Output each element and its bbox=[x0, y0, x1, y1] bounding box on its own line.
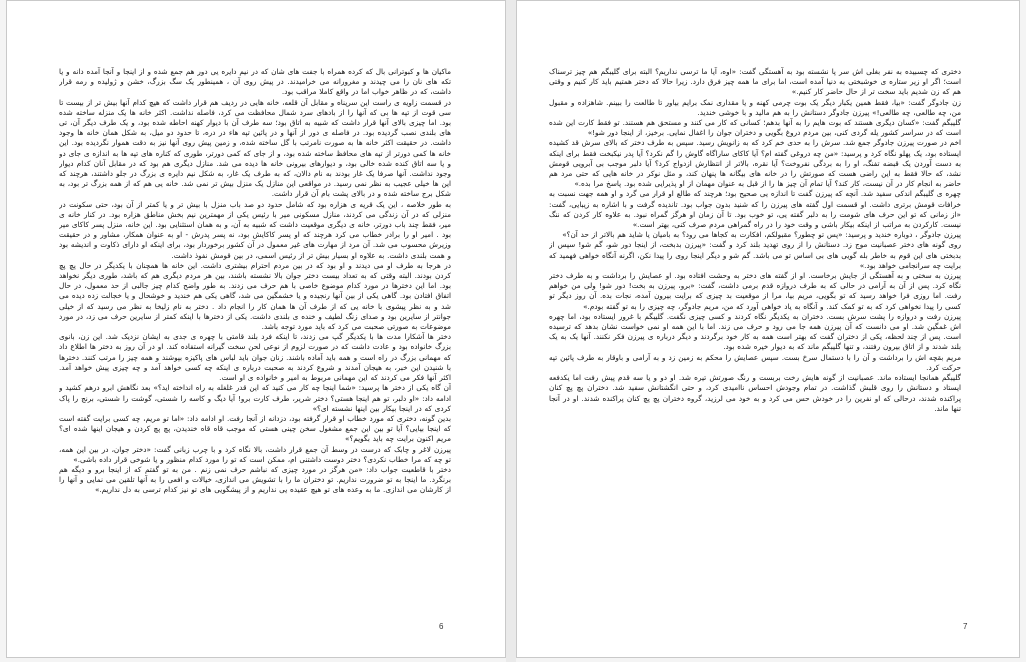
paragraph: پیرزن به سختی و به آهستگی از جایش برخاست. او از گفته های دختر به وحشت افتاده بود. او عصایش را برداشت و به طرف دختر نگاه کرد. پس از آن به آرامی در حالی که به طرف دروازه قدم برمی داشت، گفت: «برو، پیرزن به بخت! دور شو! ولی من خواهم رفت. اما روزی فرا خواهد رسید که تو بگویی، مریم بیا، مرا از موقعیت بد چیزی که برایت بیرون آمده، نجات بده. آن روز دیگر تو کسی را پیدا نخواهی کرد که به تو کمک کند. و آنگاه به یاد خواهی آورد که من، مریم جادوگر، چه چیزی را به تو گفته بودم.» bbox=[549, 271, 961, 311]
paragraph: ماکیان ها و کبوترانی بال که کرده همراه با جفت های شان که در نیم دایره یی دور هم جمع شده و از اینجا و آنجا آمده دانه و یا تکه های نان را می چیدند و مغرورانه می خرامیدند. در پیش روی آن ، همینطور یک سگ بزرگ، خشن و ژولیده و رمه قرار داشت، که در ظاهر خواب اما در واقع کاملا مراقب بود. bbox=[59, 67, 451, 97]
page-text-block bbox=[549, 67, 961, 601]
paragraph: زن جادوگر گفت: «بیا، فقط همین یکبار دیگر یک بوت چرمی کهنه و یا مقداری نمک برایم بیاور تا طالعت را ببینم. شاهزاده و مقبول من، چه طالعی، چه طالعی!» پیرزن جادوگر دستانش را به هم مالید و با خوشی خندید. bbox=[549, 97, 961, 117]
page-number: 6 bbox=[439, 622, 444, 631]
paragraph: آن گاه یکی از دختر ها پرسید: «شما اینجا چه کار می کنید که این قدر غلغله به راه انداخته اید؟» بعد نگاهش ابرو درهم کشید و ادامه داد: «او دلبر، تو هم اینجا هستی؟ دختر شریر، طرف کارت برو! آیا دیگ و کاسه را شستی، گوشت را شستی، برنج را پاک کردی که در اینجا بیکار بین اینها نشسته ای؟» bbox=[59, 383, 451, 413]
paragraph: دختر ها آشکارا مدت ها با یکدیگر گپ می زدند، تا اینکه فرد بلند قامتی با چهره ی جدی به ایشان نزدیک شد. این زن، بانوی بزرگ خانواده بود و عادت داشت که در صورت لزوم از نوعی لحن سخت گیرانه استفاده کند. او در آن روز به دختر ها اطلاع داد که مهمانی بزرگ در راه است و همه باید آماده باشند. زنان جوان باید لباس های پاکیزه بپوشند و همه چیز را مرتب کنند. دخترها با شنیدن این خبر، به هیجان آمدند و شروع کردند به صحبت درباره ی اینکه چه کسی خواهد آمد و چه چیزی پیش خواهد آمد. اکثر آنها فکر می کردند که این مهمانی مربوط به امیر و خانواده ی او است. bbox=[59, 332, 451, 383]
page-gutter bbox=[506, 0, 516, 662]
paragraph: به طور خلاصه ، این یک قریه ی هزاره بود که شامل حدود دو صد باب منزل با بیش تر و یا کمتر از آن بود، حتی سکونت در منزلی که در آن زندگی می کردند، منازل مسکونی میر با رئیس یکی از مهمترین نیم بخش مناطق هزاره بود. در کنار خانه ی میر، فقط چند باب دورتر، خانه ی دیگری موقعیت داشت که شبیه به آن، و به همان استثنایی بود. این خانه، منزل پسر کاکای میر بود . امیر او را برادر خطاب می کرد هرچند که او پسر کاکایش بود، نه پسر پدرش - او به عنوان همکار، مشاور و در حقیقت وزیرش محسوب می شد. آن مرد از مهارت های غیر معمول در آن کشور برخوردار بود، برای اینکه او دارای ذکاوت و اندیشه بود و همت بلندی داشت. به علاوه او بسیار بیش تر از رئیس اسمی، در بین قومش نفوذ داشت. bbox=[59, 199, 451, 260]
paragraph: روی گونه های دختر عصبانیت موج زد. دستانش را از روی تهدید بلند کرد و گفت: «پیرزن بدبخت، از اینجا دور شو، گم شو! سپس از بدبختی های این قوم به خاطر بله گویی های بی اساس تو می باشد. گم شو و دیگر اینجا روی را پیدا نکن، اگرنه آنگاه خواهی فهمید که برایت چه سرانجامی خواهد بود.» bbox=[549, 240, 961, 270]
paragraph: اخم در صورت پیرزن جادوگر جمع شد. سرش را به حدی خم کرد که به زانویش رسید. سپس به طرف دختر که بالای سرش قد کشیده ایستاده بود، یک پهلو نگاه کرد و پرسید: «من چه دروغی گفته ام؟ آیا کاکای ساراگاه گاوش را گم نکرد؟ آیا پدر نیکبخت فقط برای اینکه به دست آوردن یک قبضه تفنگ، او را به بردگی نفروخت؟ آیا نقره، بالاتر از انتظارش ازدواج کرد؟ آیا دلبر موجب بی آبرویی قومش نشد، که حالا فقط به این راضی هست که صورتش را در خانه های بیگانه ها پنهان کند، و مثل نوکر در خانه هایی که حتی مرد هم حاضر به انجام کار در آن نیست، کار کند؟ آیا تمام آن چیز ها را از قبل به عنوان مهمان از او پذیرایی شده بود. پاسخ مرا بده.» bbox=[549, 138, 961, 189]
paragraph: دختر با قاطعیت جواب داد: «من هرگز در مورد چیزی که نباشم حرف نمی زنم . من به تو گفتم که از اینجا برو و دیگه هم برنگرد. ما اینجا به تو ضرورت نداریم. تو دختران ما را با تشویش می اندازی، خیالات و افعی را به آنها تلقین می نمایی و آنها را از کارشان می اندازی. ما به وعده های تو هیچ عقیده یی نداریم و از پیشگویی های تو نیز کدام ترسی به دل نداریم.» bbox=[59, 464, 451, 495]
paragraph: پیرزن جادوگر ، دوباره خندید و پرسید: «پس تو چطور؟ مقبولکم، افکارت به کجاها می رود؟ به بامیان یا شاید هم بالاتر از حد آن؟» bbox=[562, 230, 961, 240]
page-text-block bbox=[59, 67, 451, 599]
paragraph: پیرزن لاغر و چابک که درست در وسط آن جمع قرار داشت، بالا نگاه کرد و با چرب زبانی گفت: «دختر جوان، در بین این همه، تو چه که مرا خطاب نکردی؟ دختر دوست داشتنی ام، ممکن است که تو را مورد کدام منظور و یا شوخی قرار داده باشی.» bbox=[59, 444, 451, 464]
page-number: 7 bbox=[963, 622, 968, 631]
paragraph: در قسمت زاویه ی راست این سرپناه و مقابل آن قلعه، خانه هایی در ردیف هم قرار داشت که هیچ کدام آنها بیش تر از بیست تا سی قوت از تپه ها بی که آنها را از بادهای سرد شمال محافظت می کرد، فاصله نداشت. اکثر خانه ها یک منزله ساخته شده بود. اما چیزی بالای آنها قرار داشت که شبیه به اتاق بود؛ سه طرف آن با دیوار کهنه احاطه شده بود، و یک طرف دیگر آن، تی های بلندی نصب گردیده بود. در فاصله ی دور از آنها و در پائین تپه هاء در دره، تا حدود دو میل، به شکل همان خانه ها وجود داشت. در حقیقت اکثر خانه ها به صورت نامرتب با گل ساخته شده، و زمین پیش روی آنها نیز به دقت هموار نگردیده بود. این خانه ها کمی دورتر از تپه های محافظ ساخته شده بود، و از جای که کمی دورتر، طوری که کناره های تپه ها به اندازه ی جای دو و یا سه اتاق کنده شده خالی بود، و دیوارهای بیرونی خانه ها دیده می شد. منازل دیگری هم بود که در مقابل آنان کدام دیوار وجود نداشت. آنها صرفا یک غار بودند به نام دالان، که به طرف یک غار، به شکل نیم دایره ی بزرگ در جلو داشتند، هرچند که این ها خیلی عجیب به نظر نمی رسید. در مواقعی این منازل یک منزل بیش تر نمی شد. خانه یی هم که از همه بزرگ تر بود، به شکل برج ساخته شده و در بالای پشت بام آن قرار داشت. bbox=[59, 97, 451, 199]
paragraph: دختری که چسبیده به نفر بغلی اش سر پا نشسته بود به آهستگی گفت: «اوه، آیا ما ترسی نداریم؟ البته برای گلیبگم هم چیز ترسناک است؛ اگر او زیر ستاره ی خوشبختی به دنیا آمده است، اما برای ما همه چیز فرق دارد. زیرا حالا که دختر همتیم باید کار کنیم و وقتی هم که زن شدیم باید سخت تر از حال حاضر کار کنیم.» bbox=[549, 67, 961, 97]
paragraph: پیرزن رفت و دروازه را پشت سرش بست. دختران به یکدیگر نگاه کردند و کسی چیزی نگفت. گلیبگم با غرور ایستاده بود، اما چهره اش غمگین شد. او می دانست که آن پیرزن همه جا می رود و حرف می زند. اما با این همه او نمی خواست نشان بدهد که ترسیده است. پس از چند لحظه، یکی از دختران گفت که بهتر است همه به کار خود برگردند و دیگر درباره ی پیرزن فکر نکنند. آنها یک به یک بلند شدند و از اتاق بیرون رفتند، و تنها گلیبگم ماند که به دیوار خیره شده بود. bbox=[549, 311, 961, 352]
page-left bbox=[6, 0, 506, 658]
paragraph: گلیبگم گفت: «کسان دیگری هستند که بوت هایم را به آنها بدهم؛ کسانی که کار می کنند و مستحق هم هستند. تو فقط کارت این شده است که در سراسر کشور یله گردی کنی، بین مردم دروغ بگویی و دختران جوان را اغفال نمایی. برخیز، از اینجا دور شو!» bbox=[549, 118, 961, 138]
paragraph: در هرجا به طرف او می دیدند و او بود که در بین مردم احترام بیشتری داشت. این خانه ها همچنان با یکدیگر در حال پچ پچ کردن بودند. البته وقتی که به تعداد بیست دختر جوان بالا نشسته باشند، بین هر مردم دیگری هم که باشد، طوری دیگر نخواهد بود. اما این دخترها در مورد کدام موضوع خاصی با هم حرف می زدند. به طور واضح کدام چیز جالبی از حد معمول، در حال اتفاق افتادن بود. گاهی یکی از بین آنها رنجیده و یا خشمگین می شد، گاهی یکی هم خندید و خوشحال و یا خجالت زده دیده می شد و به نظر پیشوی با خانه یی که از طرف آن ها همان کار را انجام داد . دختر به نام زلیخا به نظر می رسید که از خیلی جوانتر از سایرین بود و صدای زنگ لطیف و خنده ی بلندی داشت. یکی از دخترها با اینکه کمتر از سایرین حرف می زد، در مورد موضوعات به صورتی صحبت می کرد که باید مورد توجه باشد. bbox=[59, 260, 451, 332]
page-right bbox=[516, 0, 1020, 658]
paragraph: مریم بقچه اش را برداشت و آن را با دستمال سرخ بست. سپس عصایش را محکم به زمین زد و به آرامی و باوقار به طرف پائین تپه حرکت کرد. bbox=[549, 352, 961, 372]
paragraph: بدین گونه، دختری که مورد خطاب او قرار گرفته بود، دزدانه از آنجا رفت. او ادامه داد: «اما تو مریم، چه کسی برایت گفته است که اینجا بیایی؟ آیا تو بین این جمع مشغول سخن چینی هستی که موجب قاه قاه خندیدن، پچ پچ کردن و هیجان اینها شده ای؟ مریم اکنون برایت چه باید بگویم؟» bbox=[59, 413, 451, 444]
paragraph: گلیبگم همانجا ایستاده ماند. عصبانیت از گونه هایش رخت بربست و رنگ صورتش تیره شد. او دو و یا سه قدم پیش رفت اما یکدفعه ایستاد و دستانش را روی قلبش گذاشت. در تمام وجودش احساس ناامیدی کرد، و حتی انگشتانش سفید شد. دختران پچ پچ کنان پراکنده شدند، درحالی که او نفرین را در خودش حس می کرد و به خود می لرزید، گروه دختران پچ پچ کنان پراکنده شدند. او در آنجا تنها ماند. bbox=[549, 373, 961, 413]
paragraph: چهره ی گلیبگم اندکی سفید شد. آنچه که پیرزن گفت تا اندازه یی صحیح بود؛ هرچند که طالع او قرار می گرد و او همه جهت نسبت به خرافات قومش برتری داشت. او قسمت اول گفته های پیرزن را که شنید بدون جواب بود. تاندیده گرفت و با اشاره به زیبایی، گفت: «از زمانی که تو این حرف های شومت را به دلبر گفته یی، تو خوب بود. تا آن زمان او هرگز گمراه نبود. به علاوه کار کردن که ننگ نیست. کارکردن به مراتب از اینکه بیکار باشی و وقت خود را در راه گمراهی مردم صرف کنی، بهتر است.» bbox=[549, 189, 961, 230]
